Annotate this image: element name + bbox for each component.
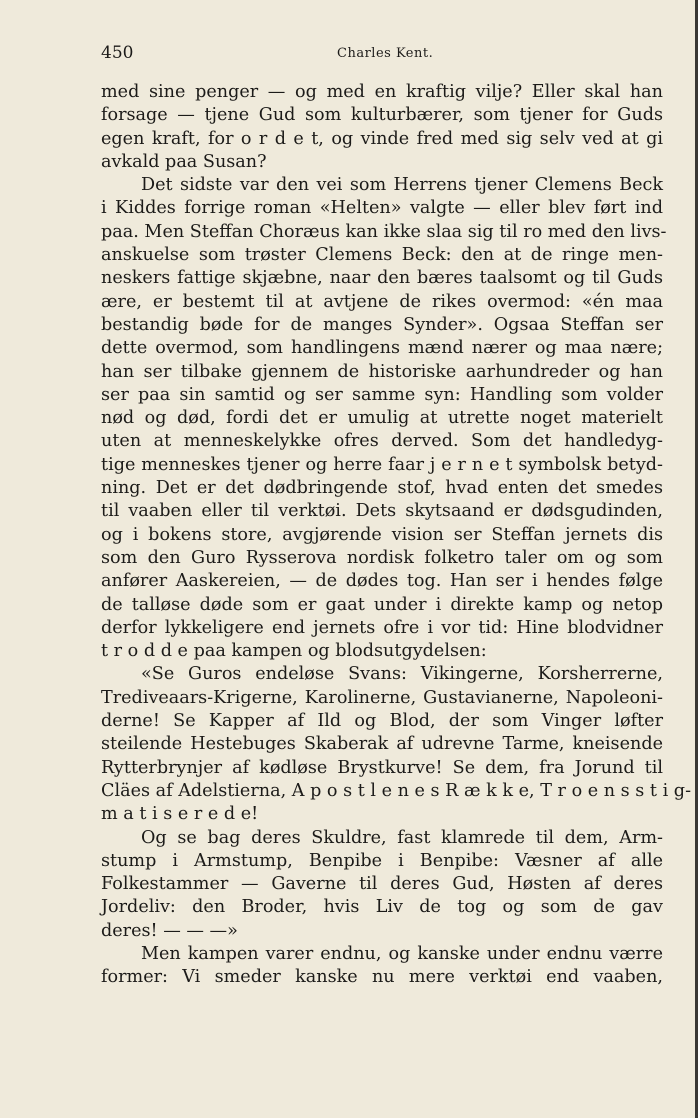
- page-number: 450: [101, 43, 134, 63]
- text-line: nød og død, fordi det er umulig at utrette noget materielt: [101, 408, 663, 429]
- text-line: han ser tilbake gjennem de historiske aarhundreder og han: [101, 361, 663, 382]
- text-line: ser paa sin samtid og ser samme syn: Handling som volder: [101, 384, 663, 405]
- text-line: «Se Guros endeløse Svans: Vikingerne, Korsherrerne,: [141, 664, 663, 685]
- page-header: [101, 42, 663, 66]
- text-line: steilende Hestebuges Skaberak af udrevne Tarme, kneisende: [101, 734, 663, 755]
- text-line: dette overmod, som handlingens mænd nærer og maa nære;: [101, 338, 663, 359]
- text-line: i Kiddes forrige roman «Helten» valgte — eller blev ført ind: [101, 198, 663, 219]
- text-line: Folkestammer — Gaverne til deres Gud, Høsten af deres: [101, 874, 663, 895]
- text-line: med sine penger — og med en kraftig vilje? Eller skal han: [101, 82, 663, 102]
- text-line: Trediveaars-Krigerne, Karolinerne, Gustavianerne, Napoleoni-: [101, 687, 663, 708]
- text-line: til vaaben eller til verktøi. Dets skytsaand er dødsgudinden,: [101, 501, 663, 522]
- text-line: Og se bag deres Skuldre, fast klamrede til dem, Arm-: [141, 827, 663, 848]
- text-line: Jordeliv: den Broder, hvis Liv de tog og som de gav: [101, 897, 663, 918]
- text-line: stump i Armstump, Benpibe i Benpibe: Væsner af alle: [101, 850, 663, 871]
- text-line: deres! — — —»: [101, 920, 238, 941]
- text-line: egen kraft, for o r d e t, og vinde fred med sig selv ved at gi: [101, 128, 663, 149]
- text-line: former: Vi smeder kanske nu mere verktøi end vaaben,: [101, 967, 663, 988]
- text-line: forsage — tjene Gud som kulturbærer, som tjener for Guds: [101, 105, 663, 126]
- body-text: [101, 81, 692, 990]
- text-line: anfører Aaskereien, — de dødes tog. Han ser i hendes følge: [101, 571, 663, 592]
- text-line: paa. Men Steffan Choræus kan ikke slaa sig til ro med den livs-: [101, 221, 667, 242]
- text-line: Rytterbrynjer af kødløse Brystkurve! Se dem, fra Jorund til: [101, 757, 663, 778]
- text-line: uten at menneskelykke ofres derved. Som det handledyg-: [101, 431, 663, 452]
- text-line: ære, er bestemt til at avtjene de rikes overmod: «én maa: [101, 291, 663, 312]
- text-line: de talløse døde som er gaat under i direkte kamp og netop: [101, 594, 663, 615]
- text-line: og i bokens store, avgjørende vision ser Steffan jernets dis: [101, 524, 663, 545]
- text-line: m a t i s e r e d e!: [101, 804, 259, 825]
- text-line: avkald paa Susan?: [101, 151, 267, 172]
- text-line: Men kampen varer endnu, og kanske under endnu værre: [141, 943, 663, 964]
- text-line: bestandig bøde for de manges Synder». Ogsaa Steffan ser: [101, 314, 663, 335]
- text-line: derne! Se Kapper af Ild og Blod, der som Vinger løfter: [101, 711, 663, 732]
- text-line: ning. Det er det dødbringende stof, hvad enten det smedes: [101, 478, 663, 499]
- text-line: Cläes af Adelstierna, A p o s t l e n e s R æ k k e, T r o e n s s t i g-: [101, 780, 692, 801]
- text-line: neskers fattige skjæbne, naar den bæres taalsomt og til Guds: [101, 268, 663, 289]
- text-line: som den Guro Rysserova nordisk folketro taler om og som: [101, 547, 663, 568]
- running-head: Charles Kent.: [337, 46, 434, 61]
- text-line: anskuelse som trøster Clemens Beck: den at de ringe men-: [101, 245, 663, 266]
- text-line: derfor lykkeligere end jernets ofre i vor tid: Hine blodvidner: [101, 617, 663, 638]
- text-line: tige menneskes tjener og herre faar j e r n e t symbolsk betyd-: [101, 454, 663, 475]
- text-line: t r o d d e paa kampen og blodsutgydelsen:: [101, 641, 487, 662]
- text-line: Det sidste var den vei som Herrens tjener Clemens Beck: [141, 175, 663, 196]
